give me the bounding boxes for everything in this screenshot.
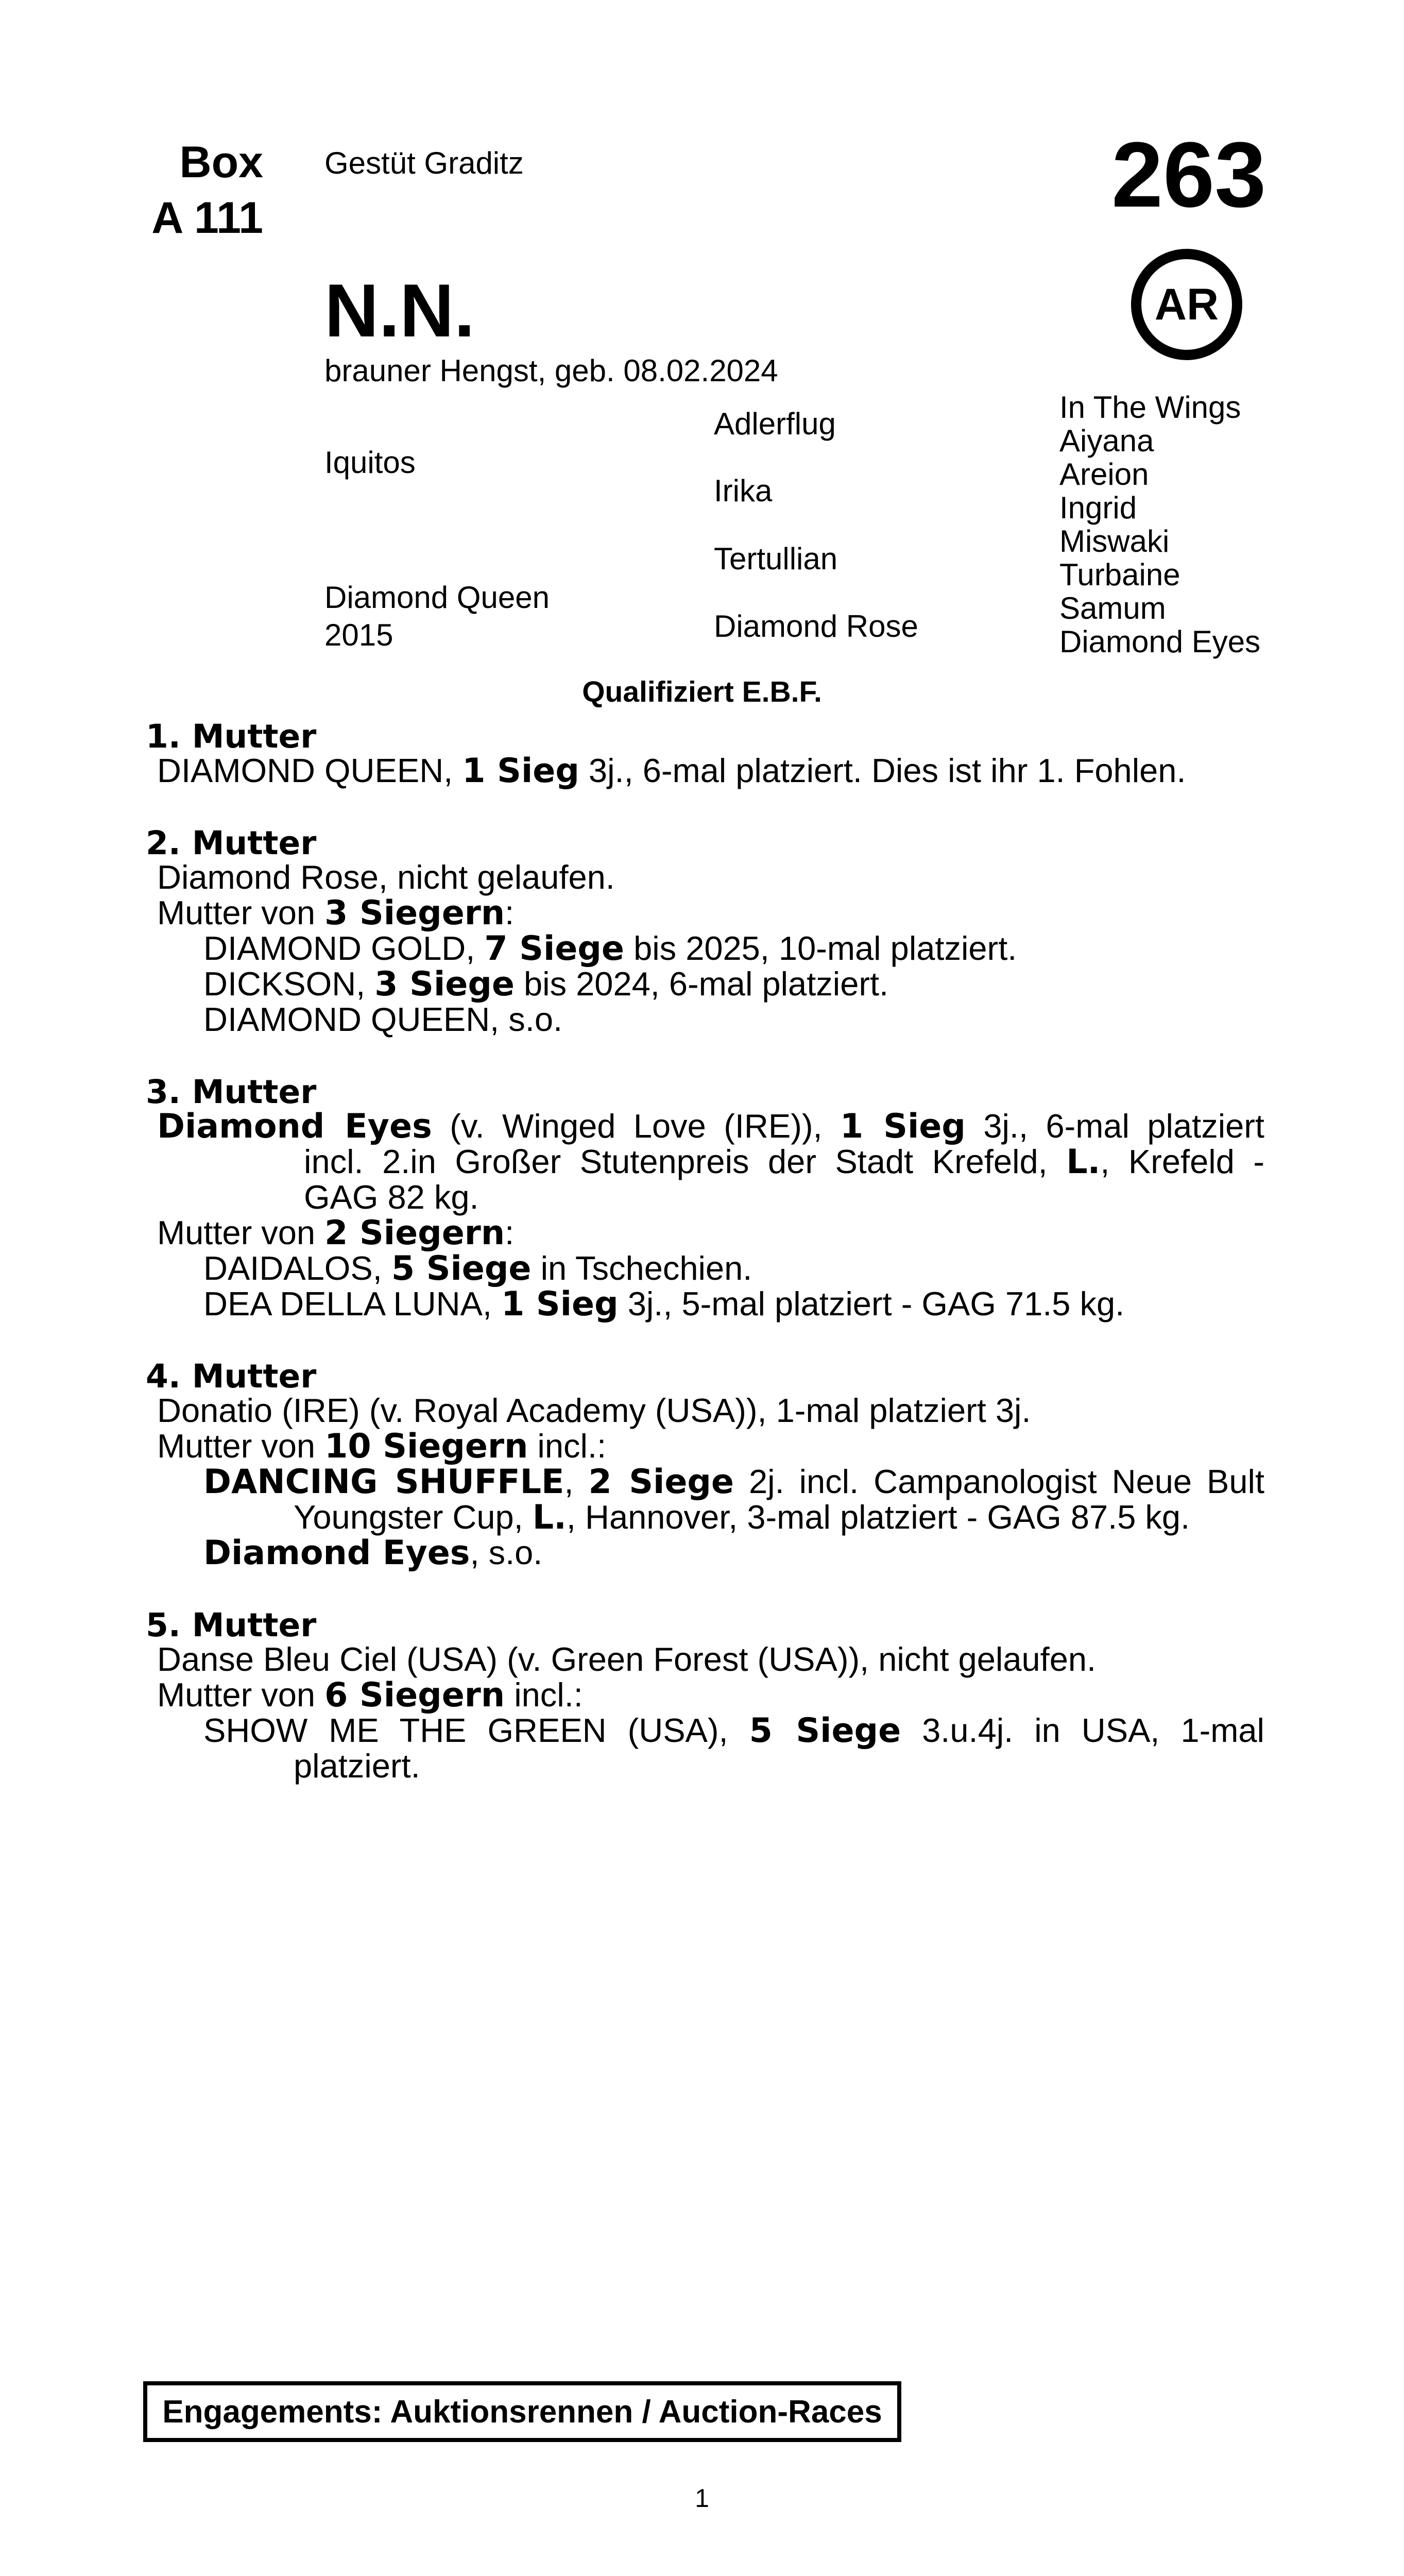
m3-line2: incl. 2.in Großer Stutenpreis der Stadt Krefeld, L., Krefeld - [304, 1143, 1264, 1181]
section-heading-4: 4. Mutter [146, 1358, 317, 1395]
m4-progeny-2: Diamond Eyes, s.o. [203, 1534, 543, 1572]
pedigree-dam: Diamond Queen [324, 580, 550, 615]
m1-line: DIAMOND QUEEN, 1 Sieg 3j., 6-mal platziert. Dies ist ihr 1. Fohlen. [157, 752, 1186, 790]
pedigree-sire: Iquitos [324, 445, 416, 480]
m3-line3: GAG 82 kg. [304, 1178, 479, 1216]
m2-progeny-3: DIAMOND QUEEN, s.o. [203, 1001, 563, 1038]
m3-mother-of: Mutter von 2 Siegern: [157, 1214, 515, 1252]
m2-progeny-1: DIAMOND GOLD, 7 Siege bis 2025, 10-mal platziert. [203, 929, 1017, 968]
qualification: Qualifiziert E.B.F. [582, 675, 822, 708]
pedigree-gen3: Areion [1059, 457, 1149, 492]
pedigree-dam-year: 2015 [324, 618, 393, 652]
auction-race-badge: AR [1131, 249, 1242, 360]
pedigree-gen2: Irika [714, 473, 773, 508]
section-heading-1: 1. Mutter [146, 718, 317, 755]
section-heading-5: 5. Mutter [146, 1606, 317, 1644]
m4-progeny-1: DANCING SHUFFLE, 2 Siege 2j. incl. Campanologist Neue Bult [203, 1463, 1265, 1501]
pedigree-gen2: Diamond Rose [714, 609, 918, 643]
pedigree-gen2: Tertullian [714, 541, 838, 576]
engagements-box [143, 2381, 901, 2442]
pedigree-gen3-list [1059, 391, 1260, 658]
pedigree-gen3: Miswaki [1059, 524, 1170, 558]
pedigree-gen3: Aiyana [1059, 423, 1154, 458]
m4-mother-of: Mutter von 10 Siegern incl.: [157, 1427, 607, 1466]
m5-line1: Danse Bleu Ciel (USA) (v. Green Forest (USA)), nicht gelaufen. [157, 1640, 1097, 1678]
page-number: 1 [695, 2484, 709, 2513]
section-heading-3: 3. Mutter [146, 1073, 317, 1111]
engagements-label: Engagements: Auktionsrennen / Auction-Races [162, 2394, 882, 2430]
pedigree-gen3: Turbaine [1059, 557, 1180, 592]
m3-line1: Diamond Eyes (v. Winged Love (IRE)), 1 Sieg 3j., 6-mal platziert [157, 1107, 1264, 1146]
m5-progeny-1-cont: platziert. [294, 1747, 420, 1785]
m3-progeny-2: DEA DELLA LUNA, 1 Sieg 3j., 5-mal platziert - GAG 71.5 kg. [203, 1285, 1125, 1324]
horse-description: brauner Hengst, geb. 08.02.2024 [324, 353, 778, 388]
m3-progeny-1: DAIDALOS, 5 Siege in Tschechien. [203, 1249, 752, 1288]
box-label: Box A 111 [151, 138, 263, 243]
pedigree-gen3: In The Wings [1059, 390, 1241, 425]
m5-mother-of: Mutter von 6 Siegern incl.: [157, 1676, 583, 1715]
m4-progeny-1-cont: Youngster Cup, L., Hannover, 3-mal platziert - GAG 87.5 kg. [294, 1498, 1190, 1537]
section-heading-2: 2. Mutter [146, 824, 317, 862]
m4-line1: Donatio (IRE) (v. Royal Academy (USA)), 1-mal platziert 3j. [157, 1392, 1031, 1429]
m5-progeny-1: SHOW ME THE GREEN (USA), 5 Siege 3.u.4j. in USA, 1-mal [203, 1711, 1264, 1750]
pedigree-gen3: Ingrid [1059, 490, 1137, 525]
lot-number: 263 [1111, 123, 1266, 227]
m2-line1: Diamond Rose, nicht gelaufen. [157, 858, 615, 896]
m2-progeny-2: DICKSON, 3 Siege bis 2024, 6-mal platziert. [203, 965, 889, 1004]
horse-name: N.N. [324, 268, 475, 352]
m2-mother-of: Mutter von 3 Siegern: [157, 894, 515, 933]
pedigree-gen3: Samum [1059, 591, 1166, 625]
pedigree-gen3: Diamond Eyes [1059, 624, 1261, 659]
pedigree-gen2: Adlerflug [714, 406, 836, 441]
stud-name: Gestüt Graditz [324, 146, 524, 180]
